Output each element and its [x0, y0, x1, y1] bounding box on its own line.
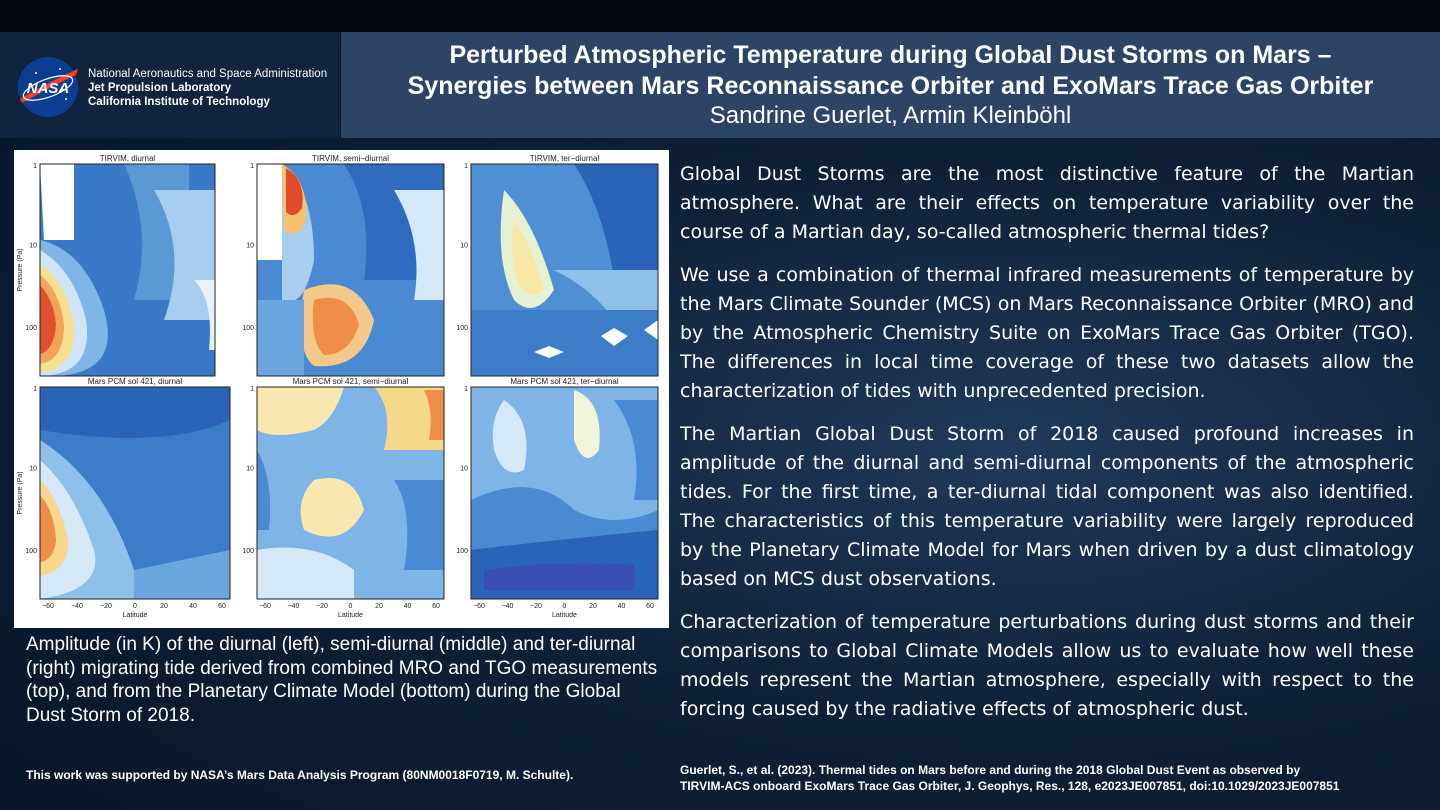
- x-tick-label: −40: [501, 603, 514, 610]
- y-tick-label: 10: [246, 465, 254, 473]
- x-tick-label: 60: [218, 603, 226, 610]
- x-tick-label: −40: [71, 603, 83, 610]
- x-tick-label: 20: [160, 603, 168, 610]
- y-tick-label: 10: [246, 242, 254, 250]
- paragraph-4: Characterization of temperature perturbations during dust storms and their comparisons to Global Climate Models allow us to evaluate how well these models represent the Martian atmosphere, especially with respect to the forcing caused by the radiative effects of atmospheric dust.: [680, 611, 1414, 720]
- y-tick-label: 1: [33, 386, 37, 393]
- x-tick-label: 40: [617, 603, 626, 610]
- y-tick-label: 1: [250, 163, 254, 170]
- figure-panels: [14, 150, 669, 628]
- top-bar: [0, 0, 1440, 32]
- x-tick-label: 40: [403, 603, 412, 610]
- paragraph-3: The Martian Global Dust Storm of 2018 caused profound increases in amplitude of the diurnal and semi-diurnal components of the atmospheric tides. For the first time, a ter-diurnal tidal component was also identified. The characteristics of this temperature variability were largely reproduced by the Planetary Climate Model for Mars when driven by a dust climatology based on MCS dust observations.: [680, 423, 1414, 590]
- y-tick-label: 1: [33, 163, 37, 170]
- x-tick-label: −40: [287, 603, 300, 610]
- y-tick-label: 10: [29, 242, 37, 250]
- panel-title: TIRVIM, diurnal: [99, 154, 156, 163]
- x-tick-label: −20: [100, 603, 112, 610]
- x-tick-label: −20: [316, 603, 328, 610]
- panel-title: Mars PCM sol 421, diurnal: [87, 377, 183, 386]
- y-tick-label: 1: [250, 386, 254, 393]
- y-tick-label: 1: [464, 163, 468, 170]
- panel-tirvim-semidiurnal-plot: [257, 164, 444, 376]
- x-tick-label: 60: [646, 603, 654, 610]
- x-tick-label: −60: [473, 603, 485, 610]
- authors: Sandrine Guerlet, Armin Kleinböhl: [709, 102, 1072, 129]
- body-text: [680, 160, 1414, 738]
- org-name-line1: National Aeronautics and Space Administration: [88, 68, 328, 80]
- panel-title: Mars PCM sol 421, semi−diurnal: [292, 377, 409, 386]
- x-axis-label: Latitude: [552, 612, 577, 619]
- org-name-line3: California Institute of Technology: [88, 96, 270, 108]
- title-line2: Synergies between Mars Reconnaissance Orbiter and ExoMars Trace Gas Orbiter: [407, 72, 1374, 100]
- x-tick-label: 40: [189, 603, 197, 610]
- y-tick-label: 1: [464, 386, 468, 393]
- panel-tirvim-terdiurnal-plot: [471, 164, 658, 376]
- figure-caption: Amplitude (in K) of the diurnal (left), semi-diurnal (middle) and ter-diurnal (right) migrating tide derived from combined MRO and TGO measurements (top), and from the Planetary Climate Model (bottom) during the Global Dust Storm of 2018.: [26, 634, 658, 726]
- x-tick-label: 20: [375, 603, 383, 610]
- panel-title: Mars PCM sol 421, ter−diurnal: [510, 377, 619, 386]
- x-tick-label: 0: [562, 603, 567, 610]
- y-tick-label: 100: [25, 325, 37, 333]
- x-tick-label: −60: [42, 603, 54, 610]
- title-line1: Perturbed Atmospheric Temperature during Global Dust Storms on Mars –: [449, 41, 1332, 69]
- y-tick-label: 10: [460, 465, 468, 473]
- y-tick-label: 100: [456, 548, 468, 556]
- y-tick-label: 100: [25, 548, 37, 556]
- y-tick-label: 10: [29, 465, 37, 473]
- org-name-line2: Jet Propulsion Laboratory: [88, 82, 232, 94]
- x-tick-label: 20: [589, 603, 597, 610]
- paragraph-2: We use a combination of thermal infrared measurements of temperature by the Mars Climate Sounder (MCS) on Mars Reconnaissance Orbiter (MRO) and by the Atmospheric Chemistry Suite on ExoMars Trace Gas Orbiter (TGO). The differences in local time coverage of these two datasets allow the characterization of tides with unprecedented precision.: [680, 264, 1414, 402]
- panel-tirvim-diurnal-plot: [40, 164, 215, 376]
- panel-title: TIRVIM, ter−diurnal: [529, 154, 600, 163]
- x-tick-label: −60: [259, 603, 271, 610]
- x-axis-label: Latitude: [338, 612, 363, 619]
- y-tick-label: 10: [460, 242, 468, 250]
- organization-block: [88, 67, 327, 109]
- panel-title: TIRVIM, semi−diurnal: [312, 154, 389, 163]
- panel-pcm-terdiurnal-plot: [471, 387, 658, 599]
- nasa-logo-icon: [16, 55, 80, 119]
- panel-pcm-semidiurnal-plot: [257, 387, 444, 599]
- tide-amplitude-figure: [14, 150, 669, 628]
- title-panel: [341, 32, 1440, 138]
- panel-pcm-diurnal-plot: [40, 387, 230, 599]
- x-tick-label: −20: [530, 603, 542, 610]
- poster-title: [341, 40, 1440, 102]
- y-tick-label: 100: [242, 548, 254, 556]
- y-tick-label: 100: [456, 325, 468, 333]
- reference-line2: TIRVIM-ACS onboard ExoMars Trace Gas Orbiter, J. Geophys, Res., 128, e2023JE007851, doi:10.1029/2023JE007851: [680, 779, 1340, 793]
- x-tick-label: 0: [133, 603, 137, 610]
- reference: [680, 762, 1430, 794]
- x-axis-label: Latitude: [122, 612, 148, 619]
- paragraph-1: Global Dust Storms are the most distinctive feature of the Martian atmosphere. What are their effects on temperature variability over the course of a Martian day, so-called atmospheric thermal tides?: [680, 163, 1414, 243]
- x-tick-label: 0: [348, 603, 353, 610]
- x-tick-label: 60: [432, 603, 440, 610]
- reference-line1: Guerlet, S., et al. (2023). Thermal tides on Mars before and during the 2018 Global Dust Event as observed by: [680, 763, 1301, 777]
- acknowledgement: This work was supported by NASA’s Mars Data Analysis Program (80NM0018F0719, M. Schulte).: [26, 768, 574, 782]
- svg-text:NASA: NASA: [26, 80, 70, 97]
- y-tick-label: 100: [242, 325, 254, 333]
- y-axis-label: Pressure (Pa): [17, 248, 24, 292]
- y-axis-label: Pressure (Pa): [17, 471, 24, 515]
